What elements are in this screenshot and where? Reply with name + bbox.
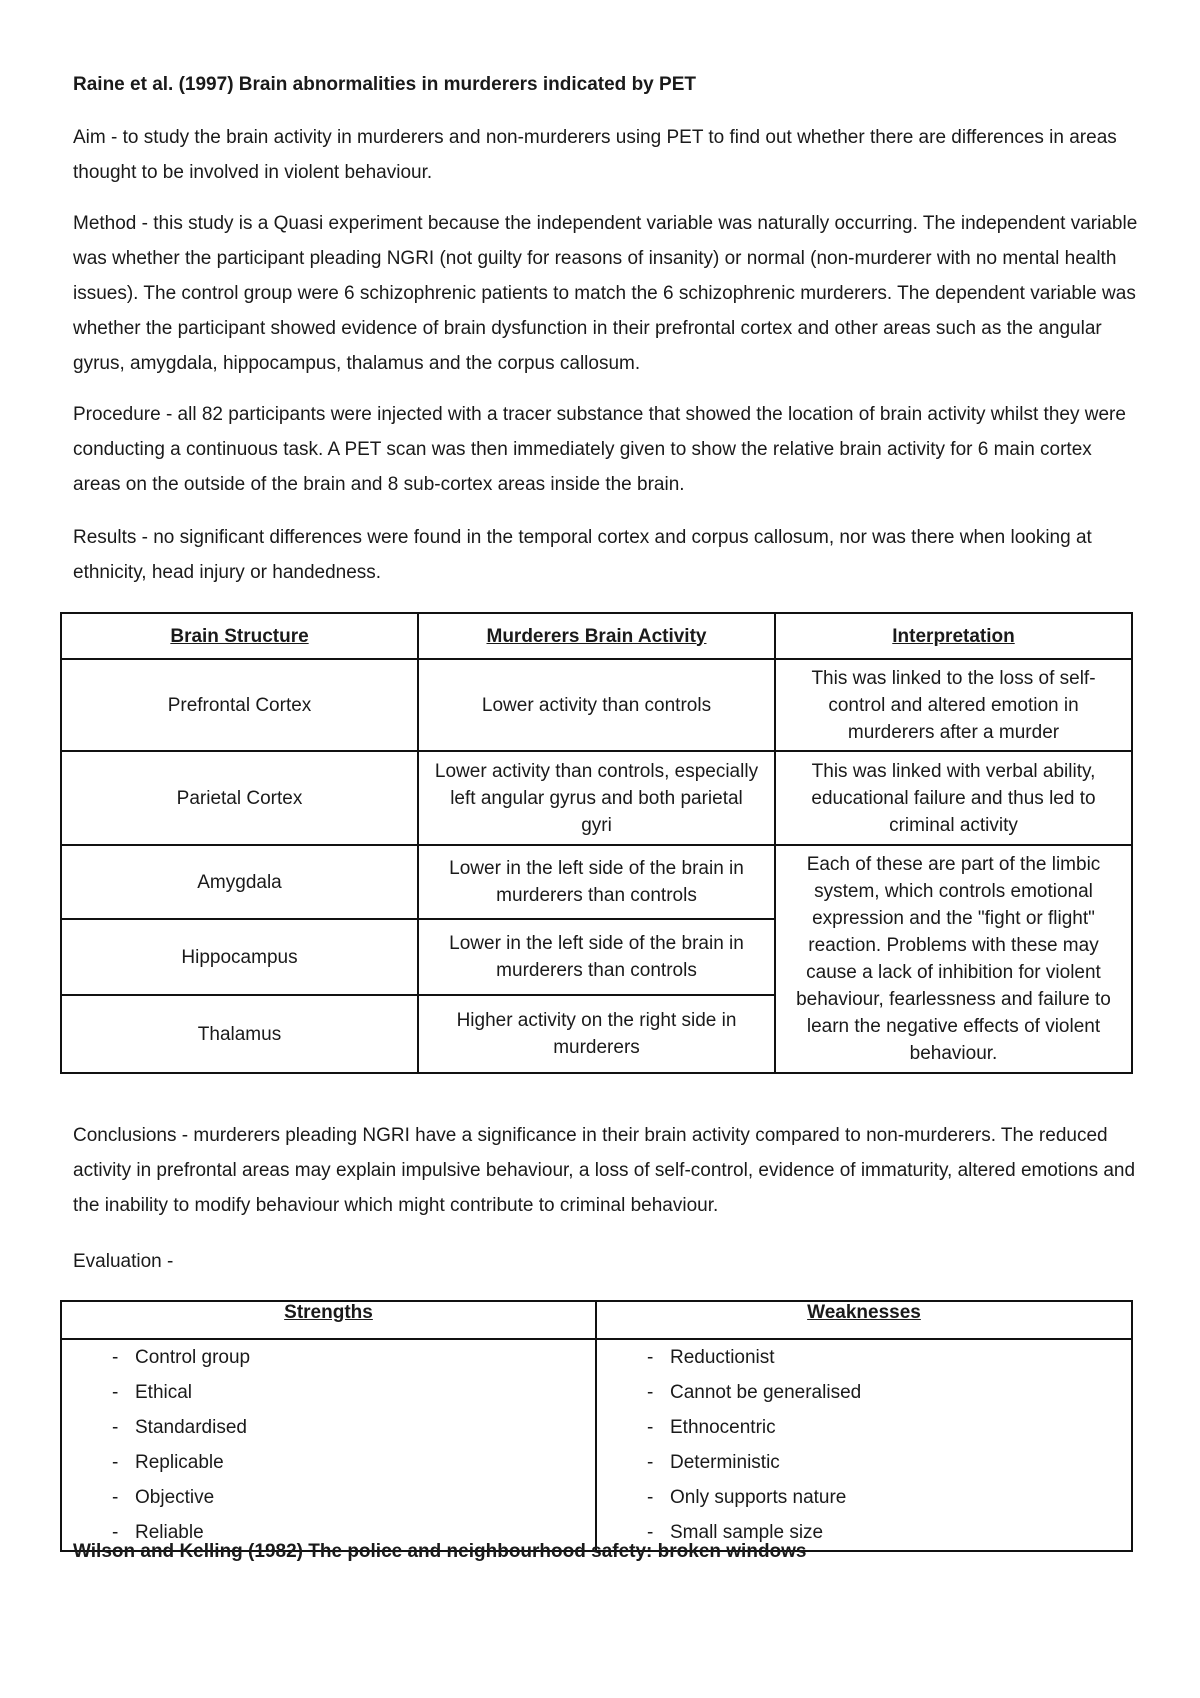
dash-bullet: - (647, 1347, 654, 1368)
list-item: - Control group (62, 1340, 595, 1375)
conclusions-paragraph: Conclusions - murderers pleading NGRI have a significance in their brain activity compared to non-murderers. The reduced activity in prefrontal areas may explain impulsive behaviour, a loss of self-control, evidence of immaturity, altered emotions and the inability to modify behaviour which might contribute to criminal behaviour. (73, 1125, 1136, 1216)
list-item: - Ethnocentric (597, 1410, 1131, 1445)
table-header-row (61, 613, 1132, 659)
strengths-header: Strengths (61, 1301, 596, 1339)
results-paragraph: Results - no significant differences were found in the temporal cortex and corpus callosum, nor was there when looking at ethnicity, head injury or handedness. (73, 527, 1092, 583)
evaluation-header-row (61, 1301, 1132, 1339)
dash-bullet: - (647, 1417, 654, 1438)
header-murderers-activity: Murderers Brain Activity (418, 613, 775, 659)
activity-cell: Lower in the left side of the brain in murderers than controls (418, 919, 775, 995)
study-title: Raine et al. (1997) Brain abnormalities in murderers indicated by PET (73, 74, 696, 95)
dash-bullet: - (112, 1347, 119, 1368)
weaknesses-list (597, 1340, 1131, 1550)
header-brain-structure: Brain Structure (61, 613, 418, 659)
evaluation-table (60, 1300, 1133, 1552)
activity-cell: Lower in the left side of the brain in murderers than controls (418, 845, 775, 919)
list-item: - Only supports nature (597, 1480, 1131, 1515)
next-study-title: Wilson and Kelling (1982) The police and neighbourhood safety: broken windows (73, 1541, 807, 1562)
structure-cell: Prefrontal Cortex (61, 659, 418, 751)
structure-cell: Parietal Cortex (61, 751, 418, 845)
activity-cell: Lower activity than controls (418, 659, 775, 751)
aim-paragraph: Aim - to study the brain activity in murderers and non-murderers using PET to find out whether there are differences in areas thought to be involved in violent behaviour. (73, 127, 1117, 183)
evaluation-label: Evaluation - (73, 1251, 174, 1272)
strengths-cell (61, 1339, 596, 1551)
structure-cell: Amygdala (61, 845, 418, 919)
dash-bullet: - (647, 1382, 654, 1403)
list-item: - Standardised (62, 1410, 595, 1445)
list-item: - Objective (62, 1480, 595, 1515)
dash-bullet: - (112, 1522, 119, 1543)
weaknesses-cell (596, 1339, 1132, 1551)
table-row (61, 751, 1132, 845)
activity-cell: Lower activity than controls, especially left angular gyrus and both parietal gyri (418, 751, 775, 845)
brain-structure-table (60, 612, 1133, 1074)
weaknesses-header: Weaknesses (596, 1301, 1132, 1339)
dash-bullet: - (112, 1452, 119, 1473)
strengths-list (62, 1340, 595, 1550)
dash-bullet: - (647, 1452, 654, 1473)
list-item: - Reliable (62, 1515, 595, 1550)
header-interpretation: Interpretation (775, 613, 1132, 659)
list-item: - Replicable (62, 1445, 595, 1480)
dash-bullet: - (112, 1417, 119, 1438)
interpretation-cell: This was linked to the loss of self-control and altered emotion in murderers after a murder (775, 659, 1132, 751)
list-item: - Ethical (62, 1375, 595, 1410)
interpretation-cell: This was linked with verbal ability, educational failure and thus led to criminal activity (775, 751, 1132, 845)
structure-cell: Hippocampus (61, 919, 418, 995)
dash-bullet: - (647, 1522, 654, 1543)
limbic-interpretation-cell: Each of these are part of the limbic system, which controls emotional expression and the "fight or flight" reaction. Problems with these may cause a lack of inhibition for violent behaviour, fearlessness and failure to learn the negative effects of violent behaviour. (775, 845, 1132, 1073)
dash-bullet: - (647, 1487, 654, 1508)
dash-bullet: - (112, 1382, 119, 1403)
method-paragraph: Method - this study is a Quasi experiment because the independent variable was naturally occurring. The independent variable was whether the participant pleading NGRI (not guilty for reasons of insanity) or normal (non-murderer with no mental health issues). The control group were 6 schizophrenic patients to match the 6 schizophrenic murderers. The dependent variable was whether the participant showed evidence of brain dysfunction in their prefrontal cortex and other areas such as the angular gyrus, amygdala, hippocampus, thalamus and the corpus callosum. (73, 213, 1138, 374)
evaluation-body-row (61, 1339, 1132, 1551)
list-item: - Deterministic (597, 1445, 1131, 1480)
list-item: - Reductionist (597, 1340, 1131, 1375)
list-item: - Small sample size (597, 1515, 1131, 1550)
table-row (61, 845, 1132, 919)
structure-cell: Thalamus (61, 995, 418, 1073)
procedure-paragraph: Procedure - all 82 participants were injected with a tracer substance that showed the location of brain activity whilst they were conducting a continuous task. A PET scan was then immediately given to show the relative brain activity for 6 main cortex areas on the outside of the brain and 8 sub-cortex areas inside the brain. (73, 404, 1126, 495)
dash-bullet: - (112, 1487, 119, 1508)
activity-cell: Higher activity on the right side in murderers (418, 995, 775, 1073)
table-row (61, 659, 1132, 751)
list-item: - Cannot be generalised (597, 1375, 1131, 1410)
